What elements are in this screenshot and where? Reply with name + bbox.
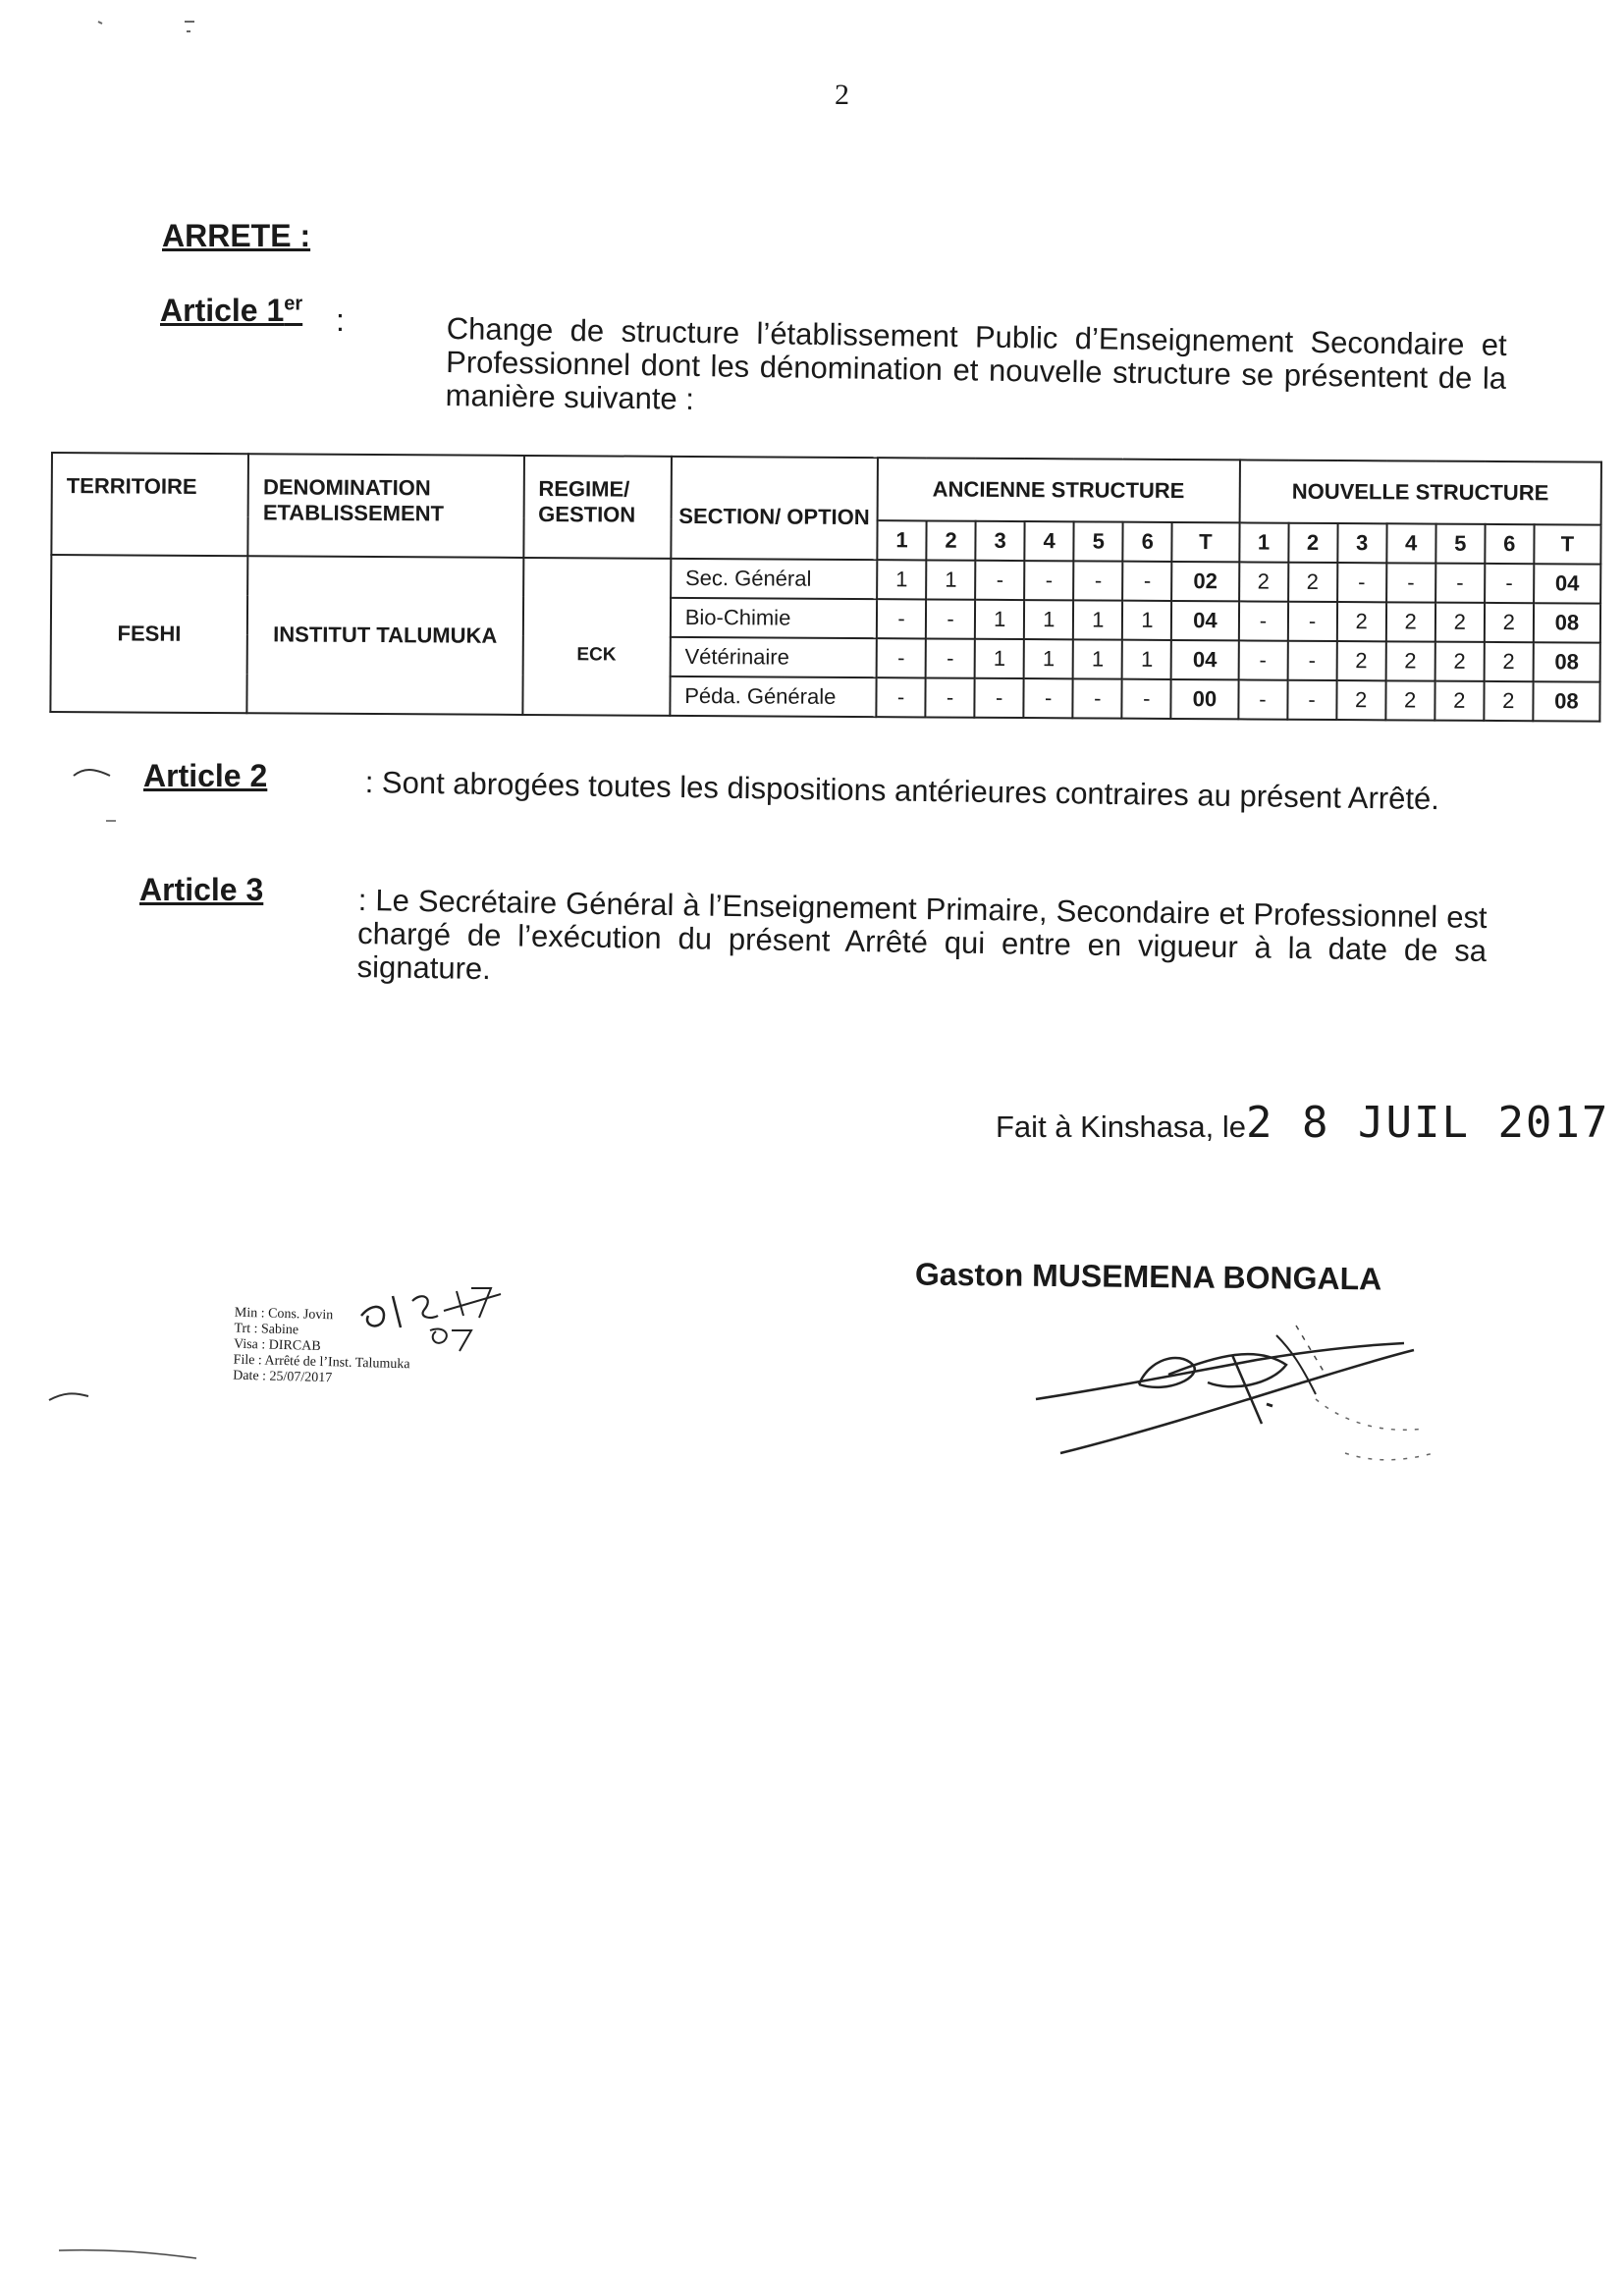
- nouv-col-6: 6: [1485, 524, 1534, 564]
- cell-nouv-1: -: [1238, 679, 1287, 719]
- cell-anc-2: -: [926, 638, 975, 677]
- cell-nouv-3: -: [1337, 563, 1386, 602]
- cell-nouv-5: 2: [1435, 681, 1484, 721]
- cell-anc-3: 1: [975, 639, 1024, 678]
- cell-nouv-5: -: [1435, 564, 1485, 603]
- cell-nouv-total: 08: [1534, 603, 1600, 642]
- cell-territoire: FESHI: [50, 555, 247, 713]
- article-2-title: Article 2: [143, 758, 268, 793]
- cell-anc-5: -: [1073, 678, 1122, 718]
- cell-nouv-6: 2: [1484, 681, 1533, 721]
- cell-denomination: INSTITUT TALUMUKA: [247, 556, 523, 715]
- cell-anc-6: 1: [1122, 640, 1171, 679]
- cell-anc-total: 00: [1171, 679, 1238, 719]
- cell-anc-total: 04: [1171, 601, 1238, 640]
- cell-nouv-1: 2: [1239, 562, 1288, 601]
- header-section: SECTION/ OPTION: [671, 457, 878, 560]
- cell-nouv-4: 2: [1386, 602, 1435, 641]
- cell-anc-3: -: [975, 561, 1024, 600]
- cell-nouv-total: 08: [1533, 681, 1599, 721]
- signatory-name: Gaston MUSEMENA BONGALA: [914, 1256, 1382, 1297]
- nouv-col-4: 4: [1386, 523, 1435, 563]
- cell-nouv-5: 2: [1435, 642, 1484, 681]
- cell-anc-4: -: [1024, 678, 1073, 718]
- cell-anc-6: -: [1122, 679, 1171, 719]
- cell-anc-1: -: [877, 599, 926, 638]
- article-3-text: : Le Secrétaire Général à l’Enseignement Primaire, Secondaire et Professionnel est chargé de l’exécution du présent Arrêté qui entre en vigueur à la date de sa signature.: [356, 883, 1488, 987]
- article-1-colon: :: [336, 302, 345, 338]
- cell-section: Bio-Chimie: [671, 598, 878, 638]
- cell-nouv-4: 2: [1385, 680, 1435, 720]
- anc-col-6: 6: [1123, 522, 1172, 562]
- cell-section: Vétérinaire: [670, 637, 877, 677]
- cell-anc-1: 1: [877, 560, 926, 599]
- anc-col-1: 1: [877, 520, 926, 560]
- cell-anc-3: -: [975, 678, 1024, 718]
- cell-anc-6: 1: [1122, 601, 1171, 640]
- cell-anc-total: 02: [1172, 562, 1239, 601]
- decree-heading: ARRETE :: [162, 218, 311, 253]
- cell-anc-2: 1: [926, 560, 975, 599]
- cell-nouv-2: -: [1287, 641, 1336, 680]
- reference-line: Trt : Sabine: [234, 1321, 299, 1338]
- cell-nouv-6: 2: [1484, 642, 1533, 681]
- cell-nouv-total: 04: [1534, 564, 1600, 603]
- cell-nouv-3: 2: [1336, 641, 1385, 680]
- nouv-col-3: 3: [1337, 523, 1386, 563]
- cell-regime: ECK: [522, 558, 671, 716]
- reference-line: File : Arrêté de l’Inst. Talumuka: [233, 1352, 410, 1373]
- cell-nouv-2: -: [1287, 602, 1336, 641]
- cell-nouv-6: 2: [1485, 603, 1534, 642]
- nouv-col-2: 2: [1288, 523, 1337, 563]
- cell-nouv-4: 2: [1385, 641, 1435, 680]
- cell-nouv-total: 08: [1533, 642, 1599, 681]
- reference-line: Visa : DIRCAB: [233, 1336, 321, 1354]
- cell-anc-4: -: [1024, 561, 1073, 600]
- header-ancienne-structure: ANCIENNE STRUCTURE: [878, 458, 1240, 522]
- reference-line: Date : 25/07/2017: [233, 1368, 333, 1386]
- cell-anc-5: 1: [1073, 600, 1122, 639]
- header-denomination: DENOMINATION ETABLISSEMENT: [248, 454, 524, 558]
- cell-nouv-2: -: [1287, 680, 1336, 720]
- page-number: 2: [835, 79, 849, 111]
- cell-anc-1: -: [877, 638, 926, 677]
- anc-col-t: T: [1172, 522, 1239, 562]
- place-date-prefix: Fait à Kinshasa, le: [996, 1110, 1247, 1144]
- anc-col-5: 5: [1074, 521, 1123, 561]
- reference-line: Min : Cons. Jovin: [234, 1305, 334, 1324]
- cell-nouv-3: 2: [1336, 602, 1385, 641]
- article-1-text: Change de structure l’établissement Public d’Enseignement Secondaire et Professionnel dont les dénomination et nouvelle structure se présentent de la manière suivante :: [445, 311, 1507, 416]
- cell-anc-5: -: [1073, 561, 1122, 600]
- cell-nouv-3: 2: [1336, 680, 1385, 720]
- cell-nouv-5: 2: [1435, 603, 1485, 642]
- cell-anc-3: 1: [975, 600, 1024, 639]
- anc-col-2: 2: [926, 520, 975, 560]
- cell-anc-1: -: [876, 677, 925, 717]
- cell-nouv-1: -: [1238, 640, 1287, 679]
- cell-anc-5: 1: [1073, 639, 1122, 678]
- nouv-col-5: 5: [1435, 524, 1485, 564]
- anc-col-3: 3: [976, 521, 1025, 561]
- article-1-title-text: Article 1: [160, 293, 285, 328]
- cell-anc-4: 1: [1024, 639, 1073, 678]
- anc-col-4: 4: [1025, 521, 1074, 561]
- article-3-title: Article 3: [139, 872, 264, 907]
- cell-anc-2: -: [926, 599, 975, 638]
- cell-anc-2: -: [925, 677, 974, 717]
- header-territoire: TERRITOIRE: [51, 453, 248, 556]
- header-nouvelle-structure: NOUVELLE STRUCTURE: [1239, 460, 1601, 524]
- cell-anc-6: -: [1122, 562, 1171, 601]
- cell-nouv-1: -: [1238, 601, 1287, 640]
- header-regime: REGIME/ GESTION: [523, 456, 672, 559]
- cell-nouv-4: -: [1386, 563, 1435, 602]
- cell-anc-total: 04: [1171, 640, 1238, 679]
- article-2-text: : Sont abrogées toutes les dispositions antérieures contraires au présent Arrêté.: [364, 765, 1440, 817]
- cell-nouv-2: 2: [1288, 563, 1337, 602]
- cell-nouv-6: -: [1485, 564, 1534, 603]
- cell-section: Sec. Général: [671, 559, 878, 599]
- article-1-title-sup: er: [284, 293, 303, 315]
- nouv-col-1: 1: [1239, 522, 1288, 562]
- cell-section: Péda. Générale: [670, 677, 877, 717]
- nouv-col-t: T: [1534, 524, 1600, 564]
- cell-anc-4: 1: [1024, 600, 1073, 639]
- date-stamp: 2 8 JUIL 2017: [1246, 1098, 1610, 1148]
